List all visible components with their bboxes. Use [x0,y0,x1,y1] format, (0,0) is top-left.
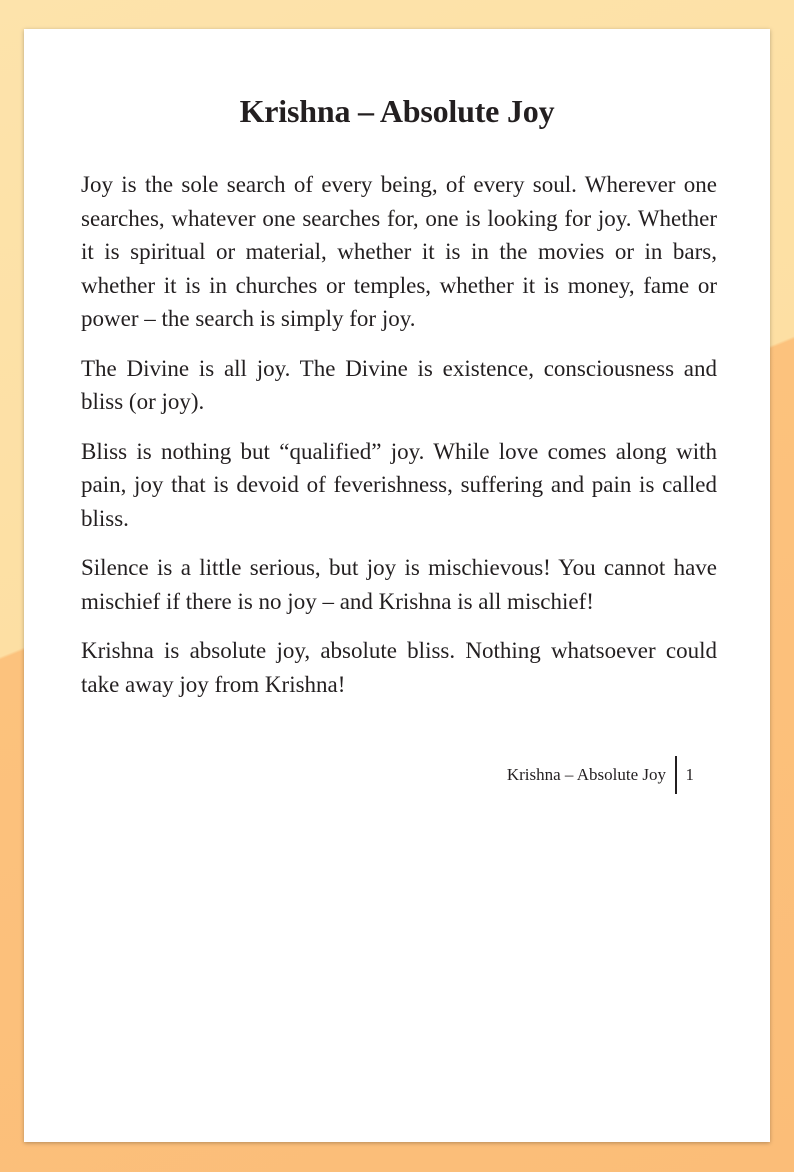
page-footer [507,756,694,794]
document-page [24,29,770,1142]
running-title: Krishna – Absolute Joy [506,765,666,784]
footer-divider [675,756,677,794]
paragraph-4: Silence is a little serious, but joy is mischievous! You cannot have mischief if there is no joy – and Krishna is all mischief! [81,555,717,614]
paragraph-1: Joy is the sole search of every being, of every soul. Wherever one searches, whatever one searches for, one is looking for joy. Whether it is spiritual or material, whether it is in the movies or in bars, whether it is in churches or temples, whether it is money, fame or power – the search is simply for joy. [81,172,717,331]
body-text [81,168,717,717]
paragraph-2: The Divine is all joy. The Divine is existence, consciousness and bliss (or joy). [81,355,717,414]
paragraph-3: Bliss is nothing but “qualified” joy. While love comes along with pain, joy that is devoid of feverishness, suffering and pain is called bliss. [81,438,717,531]
page-number: 1 [685,765,694,784]
paragraph-5: Krishna is absolute joy, absolute bliss. Nothing whatsoever could take away joy from Krishna! [81,638,717,697]
page-title: Krishna – Absolute Joy [239,93,555,129]
